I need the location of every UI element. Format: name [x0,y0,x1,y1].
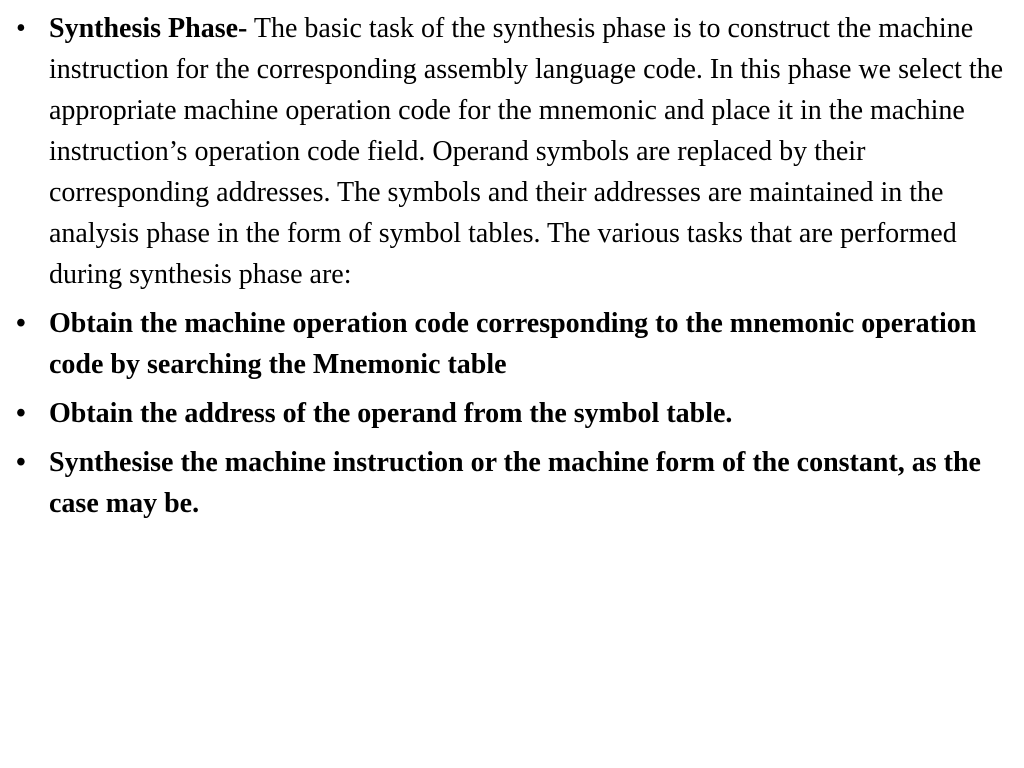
obtain-opcode-text: Obtain the machine operation code corresponding to the mnemonic operation code by searching the Mnemonic table [49,308,977,380]
synthesis-phase-heading: Synthesis Phase- [49,13,248,44]
bullet-item-synthesis-phase [16,8,1008,295]
bullet-icon: • [16,398,26,429]
bullet-list [16,8,1008,524]
synthesis-phase-description: The basic task of the synthesis phase is to construct the machine instruction for the corresponding assembly language code. In this phase we select the appropriate machine operation code for the mnemonic and place it in the machine instruction’s operation code field. Operand symbols are replaced by their corresponding addresses. The symbols and their addresses are maintained in the analysis phase in the form of symbol tables. The various tasks that are performed during synthesis phase are: [49,13,1004,290]
bullet-icon: • [16,13,26,44]
synthesise-instruction-text: Synthesise the machine instruction or the machine form of the constant, as the case may be. [49,447,981,519]
bullet-item-obtain-opcode [16,303,1008,385]
bullet-item-obtain-address [16,393,1008,434]
bullet-icon: • [16,447,26,478]
bullet-icon: • [16,308,26,339]
bullet-item-synthesise-instruction [16,442,1008,524]
obtain-address-text: Obtain the address of the operand from the symbol table. [49,398,733,429]
